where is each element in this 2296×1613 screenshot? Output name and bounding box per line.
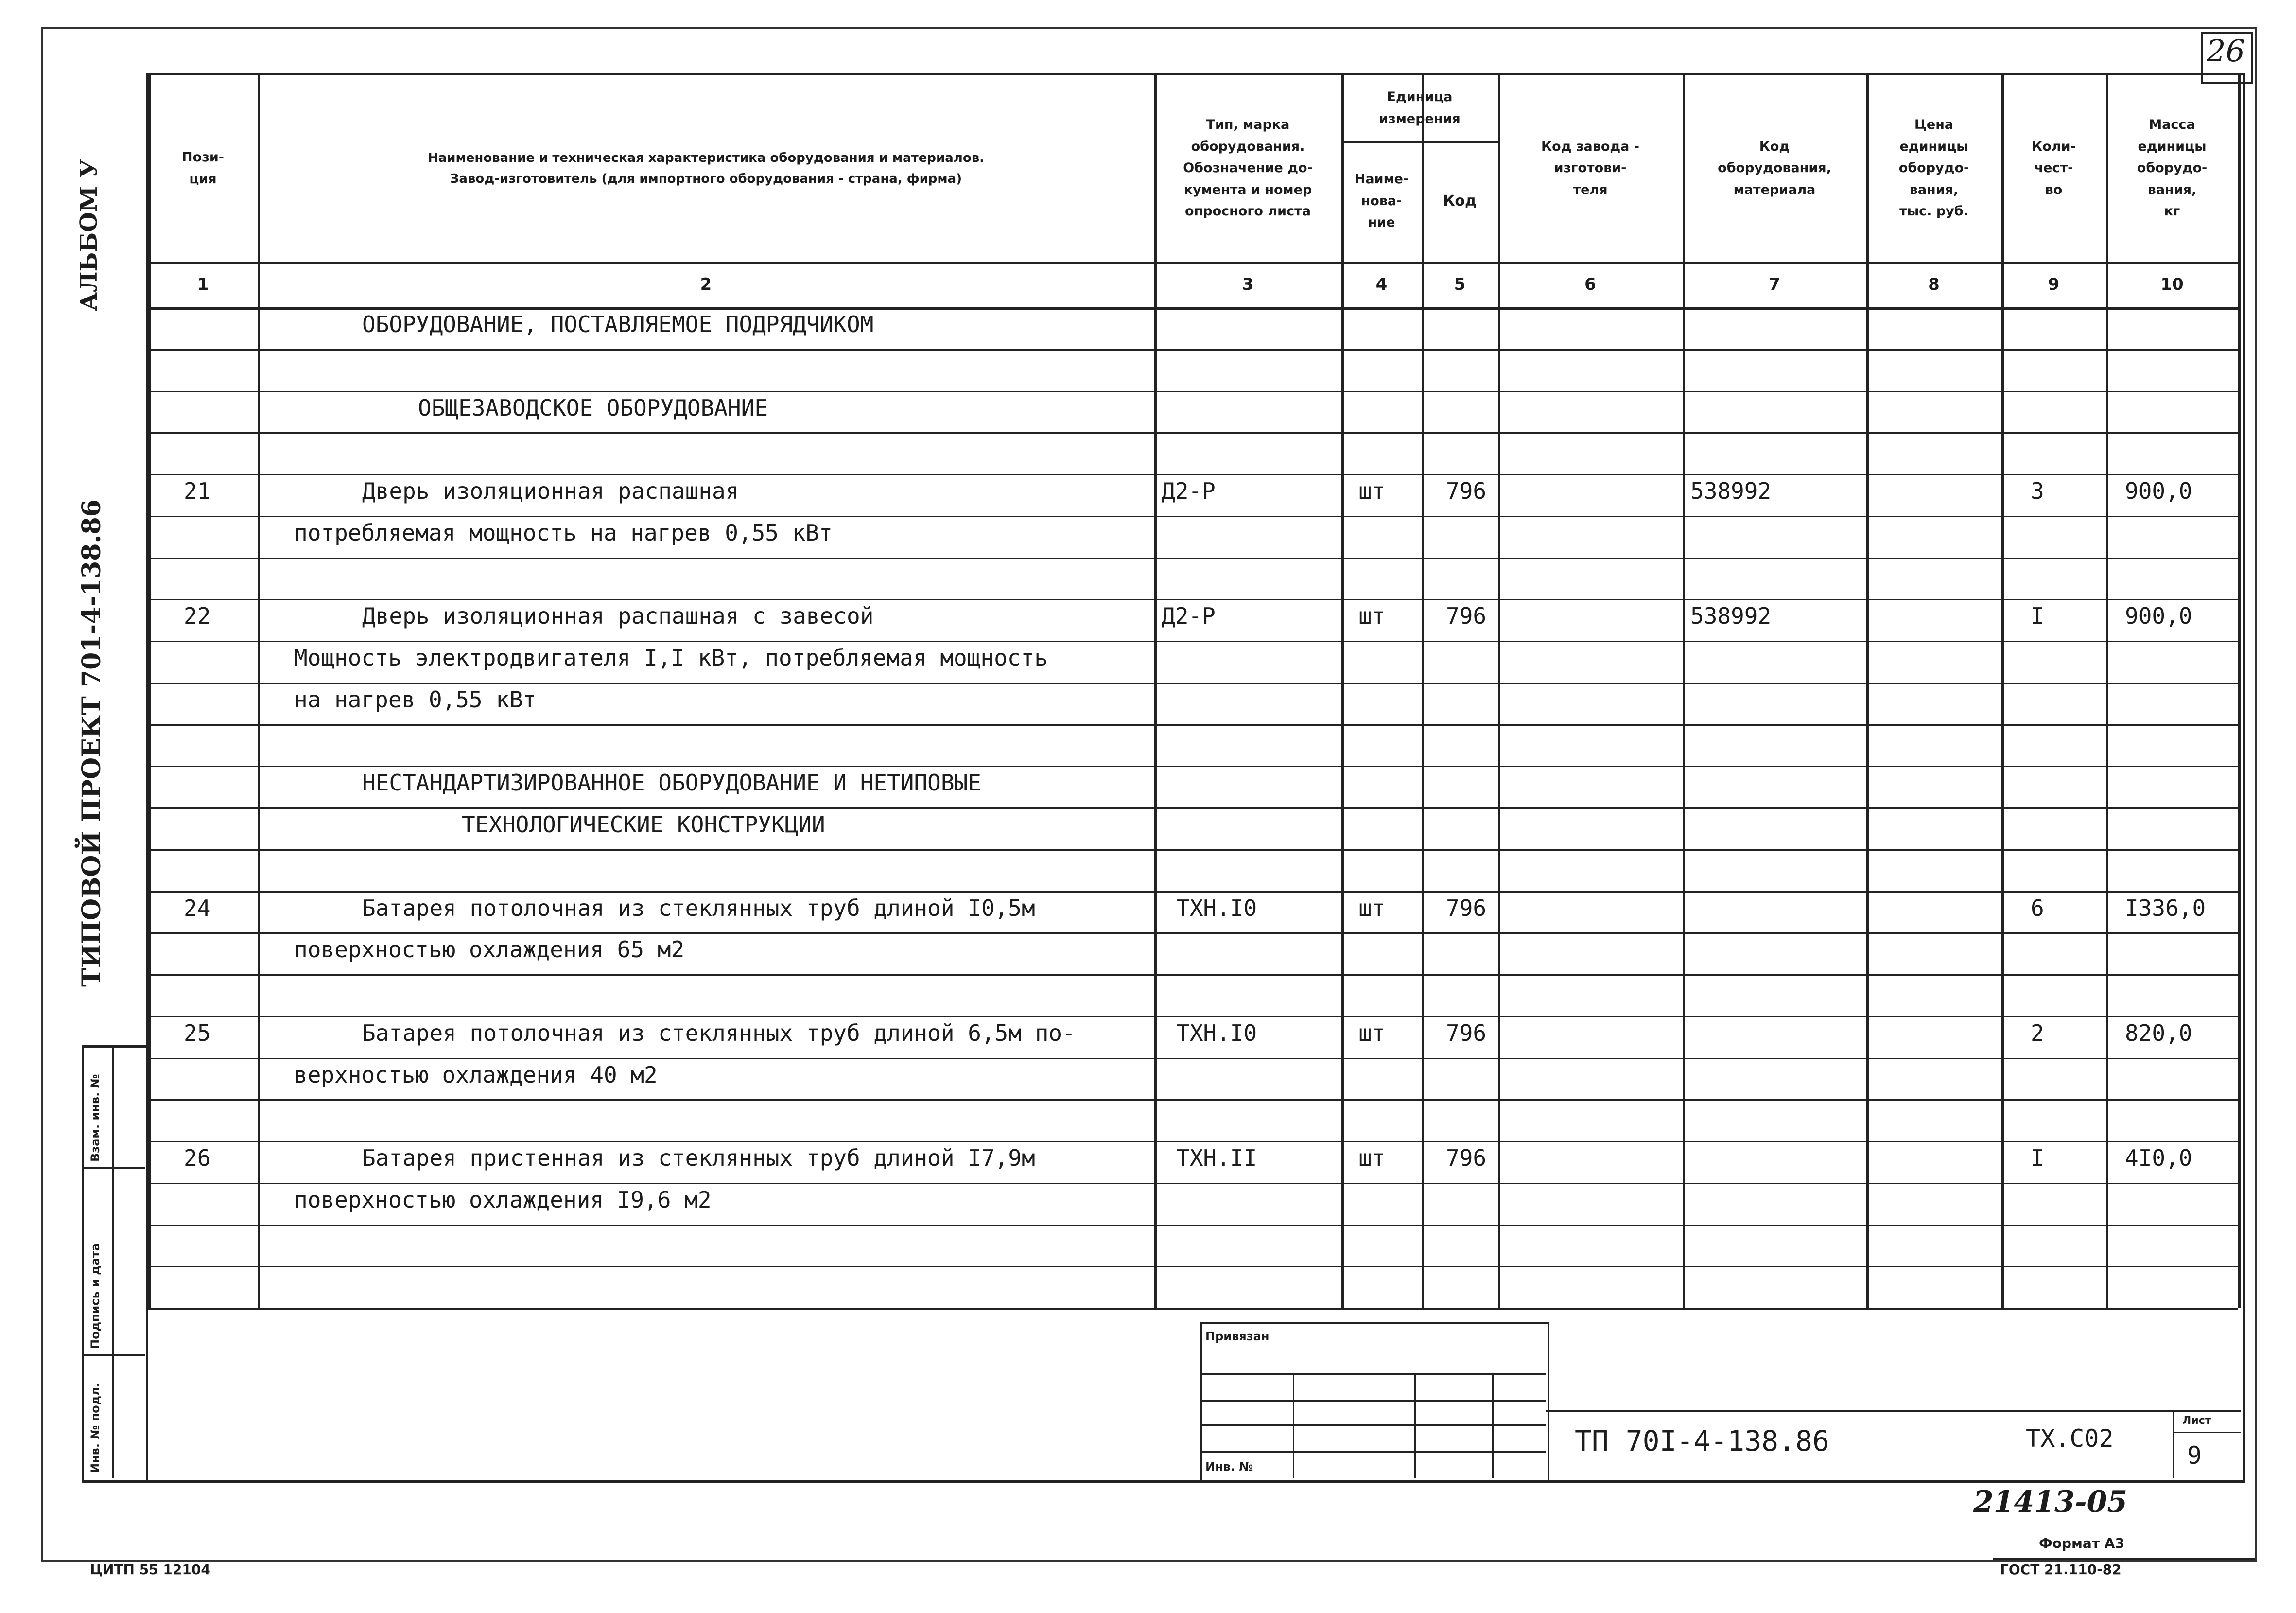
column-number: 5: [1454, 275, 1466, 294]
stamp-label-inv: Инв. № подл.: [88, 1383, 102, 1473]
unit-mass: 820,0: [2125, 1019, 2192, 1046]
item-description: Батарея пристенная из стеклянных труб длиной I7,9м: [362, 1145, 1035, 1171]
column-number: 4: [1375, 275, 1388, 294]
column-number: 1: [197, 275, 209, 294]
row-rule: [148, 641, 2238, 642]
unit-name: шт: [1358, 603, 1386, 630]
project-code: ТП 70I-4-138.86: [1575, 1424, 1829, 1457]
item-description: ОБЩЕЗАВОДСКОЕ ОБОРУДОВАНИЕ: [418, 394, 768, 421]
header-rule: [148, 307, 2238, 310]
item-description: поверхностью охлаждения 65 м2: [294, 936, 685, 963]
stamp-label-replace: Взам. инв. №: [88, 1074, 102, 1162]
column-header: Коли- чест- во: [2032, 139, 2076, 197]
item-description: Дверь изоляционная распашная с завесой: [362, 603, 874, 630]
stamp-label-signature: Подпись и дата: [88, 1243, 102, 1349]
unit-name: шт: [1358, 1019, 1386, 1046]
item-type: Д2-Р: [1162, 603, 1216, 630]
project-side-label: ТИПОВОЙ ПРОЕКТ 701-4-138.86: [77, 499, 106, 987]
position-number: 21: [184, 478, 211, 504]
equipment-code: 538992: [1690, 603, 1772, 630]
row-rule: [148, 1058, 2238, 1059]
item-type: ТХН.I0: [1176, 1019, 1257, 1046]
item-description: верхностью охлаждения 40 м2: [294, 1061, 658, 1088]
row-rule: [148, 516, 2238, 517]
row-rule: [148, 724, 2238, 726]
row-rule: [148, 1183, 2238, 1184]
row-rule: [148, 1141, 2238, 1142]
item-description: Батарея потолочная из стеклянных труб длиной I0,5м: [362, 894, 1035, 921]
row-rule: [148, 891, 2238, 893]
row-rule: [148, 807, 2238, 809]
unit-code: 796: [1446, 1019, 1487, 1046]
column-header: Код: [1443, 193, 1477, 210]
item-description: поверхностью охлаждения I9,6 м2: [294, 1186, 712, 1213]
unit-mass: 900,0: [2125, 603, 2192, 630]
quantity: 6: [2031, 894, 2044, 921]
item-type: Д2-Р: [1162, 478, 1216, 504]
row-rule: [148, 558, 2238, 559]
sheet-number: 9: [2187, 1441, 2202, 1470]
item-type: ТХН.I0: [1176, 894, 1257, 921]
column-header: Тип, марка оборудования. Обозначение до- кумента и номер опросного листа: [1183, 117, 1313, 219]
column-number: 9: [2048, 275, 2060, 294]
row-rule: [148, 974, 2238, 976]
column-header: Единица измерения: [1379, 89, 1461, 126]
unit-code: 796: [1446, 603, 1487, 630]
column-header: Наиме- нова- ние: [1354, 172, 1409, 230]
item-description: Батарея потолочная из стеклянных труб длиной 6,5м по-: [362, 1019, 1076, 1046]
column-number: 2: [700, 275, 712, 294]
column-header: Наименование и техническая характеристика оборудования и материалов. Завод-изготовитель (для импортного оборудования - страна, фирма): [427, 150, 985, 186]
item-description: ТЕХНОЛОГИЧЕСКИЕ КОНСТРУКЦИИ: [462, 811, 825, 838]
column-number: 8: [1928, 275, 1940, 294]
row-rule: [148, 932, 2238, 934]
item-description: на нагрев 0,55 кВт: [294, 686, 537, 713]
column-header: Пози- ция: [182, 149, 224, 187]
item-description: НЕСТАНДАРТИЗИРОВАННОЕ ОБОРУДОВАНИЕ И НЕТИПОВЫЕ: [362, 770, 981, 796]
quantity: 2: [2031, 1019, 2044, 1046]
unit-code: 796: [1446, 1145, 1487, 1171]
row-rule: [148, 474, 2238, 475]
row-rule: [148, 849, 2238, 851]
corner-sheet-number: 26: [2207, 33, 2245, 69]
table-bottom-rule: [148, 1308, 2238, 1310]
unit-name: шт: [1358, 894, 1386, 921]
column-number: 7: [1769, 275, 1780, 294]
position-number: 26: [184, 1145, 211, 1171]
album-label: АЛЬБОМ У: [75, 159, 103, 311]
unit-mass: 900,0: [2125, 478, 2192, 504]
row-rule: [148, 766, 2238, 767]
item-description: Мощность электродвигателя I,I кВт, потребляемая мощность: [294, 645, 1048, 671]
title-block-inv: Инв. №: [1205, 1460, 1253, 1473]
unit-name: шт: [1358, 478, 1386, 504]
column-number: 10: [2160, 275, 2184, 294]
row-rule: [148, 683, 2238, 684]
column-rule: [2238, 75, 2241, 1308]
row-rule: [148, 1225, 2238, 1226]
print-code: ЦИТП 55 12104: [90, 1561, 210, 1578]
item-description: Дверь изоляционная распашная: [362, 478, 739, 504]
column-header: Код завода - изготови- теля: [1541, 139, 1639, 197]
unit-mass: 4I0,0: [2125, 1145, 2192, 1171]
title-block-privyazan: Привязан: [1205, 1330, 1270, 1343]
row-rule: [148, 1099, 2238, 1101]
column-number: 6: [1584, 275, 1596, 294]
quantity: 3: [2031, 478, 2044, 504]
row-rule: [148, 599, 2238, 600]
doc-code: ТХ.С02: [2026, 1424, 2114, 1453]
item-description: потребляемая мощность на нагрев 0,55 кВт: [294, 519, 833, 546]
item-type: ТХН.II: [1176, 1145, 1257, 1171]
unit-code: 796: [1446, 478, 1487, 504]
archive-number: 21413-05: [1973, 1485, 2128, 1519]
quantity: I: [2031, 603, 2044, 630]
item-description: ОБОРУДОВАНИЕ, ПОСТАВЛЯЕМОЕ ПОДРЯДЧИКОМ: [362, 311, 874, 337]
unit-name: шт: [1358, 1145, 1386, 1171]
format-label: Формат А3: [2039, 1535, 2124, 1551]
column-header: Цена единицы оборудо- вания, тыс. руб.: [1898, 117, 1969, 219]
quantity: I: [2031, 1145, 2044, 1171]
row-rule: [148, 1266, 2238, 1267]
row-rule: [148, 349, 2238, 351]
position-number: 22: [184, 603, 211, 630]
sheet-label: Лист: [2182, 1415, 2211, 1427]
column-number: 3: [1242, 275, 1254, 294]
position-number: 25: [184, 1019, 211, 1046]
column-header: Код оборудования, материала: [1718, 139, 1831, 197]
row-rule: [148, 432, 2238, 434]
unit-mass: I336,0: [2125, 894, 2206, 921]
row-rule: [148, 391, 2238, 392]
equipment-code: 538992: [1690, 478, 1772, 504]
position-number: 24: [184, 894, 211, 921]
row-rule: [148, 1016, 2238, 1017]
unit-code: 796: [1446, 894, 1487, 921]
column-header: Масса единицы оборудо- вания, кг: [2137, 117, 2208, 219]
gost-label: ГОСТ 21.110-82: [2000, 1561, 2122, 1578]
